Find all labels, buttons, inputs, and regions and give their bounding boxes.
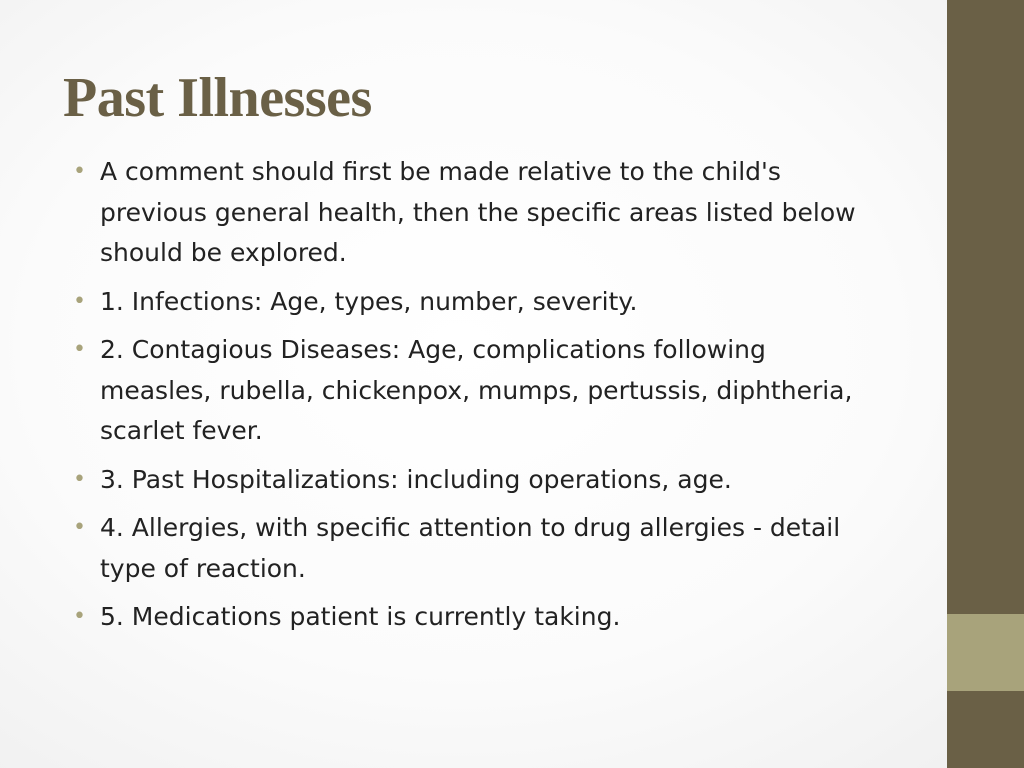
bullet-text: 4. Allergies, with specific attention to drug allergies - detail type of reaction. bbox=[100, 513, 841, 583]
bullet-item bbox=[73, 152, 880, 274]
bullet-item bbox=[73, 508, 880, 589]
bullet-item bbox=[73, 330, 880, 452]
bullet-text: 2. Contagious Diseases: Age, complications following measles, rubella, chickenpox, mumps, pertussis, diphtheria, scarlet fever. bbox=[100, 335, 853, 445]
bullet-marker-icon: • bbox=[73, 288, 86, 314]
bullet-text: 1. Infections: Age, types, number, severity. bbox=[100, 286, 638, 316]
bullet-marker-icon: • bbox=[73, 337, 86, 362]
side-decor-accent-block bbox=[947, 614, 1024, 691]
bullet-marker-icon: • bbox=[73, 515, 86, 540]
bullet-item bbox=[73, 282, 880, 323]
bullet-text: A comment should first be made relative to the child's previous general health, then the specific areas listed below should be explored. bbox=[100, 157, 856, 267]
bullet-item bbox=[73, 597, 880, 638]
bullet-marker-icon: • bbox=[73, 466, 86, 492]
bullet-marker-icon: • bbox=[73, 604, 86, 629]
bullet-text: 3. Past Hospitalizations: including operations, age. bbox=[100, 464, 732, 494]
bullet-list bbox=[73, 152, 880, 646]
bullet-item bbox=[73, 460, 880, 501]
slide-title: Past Illnesses bbox=[63, 67, 372, 129]
bullet-text: 5. Medications patient is currently taking. bbox=[100, 602, 621, 631]
bullet-marker-icon: • bbox=[73, 159, 86, 184]
